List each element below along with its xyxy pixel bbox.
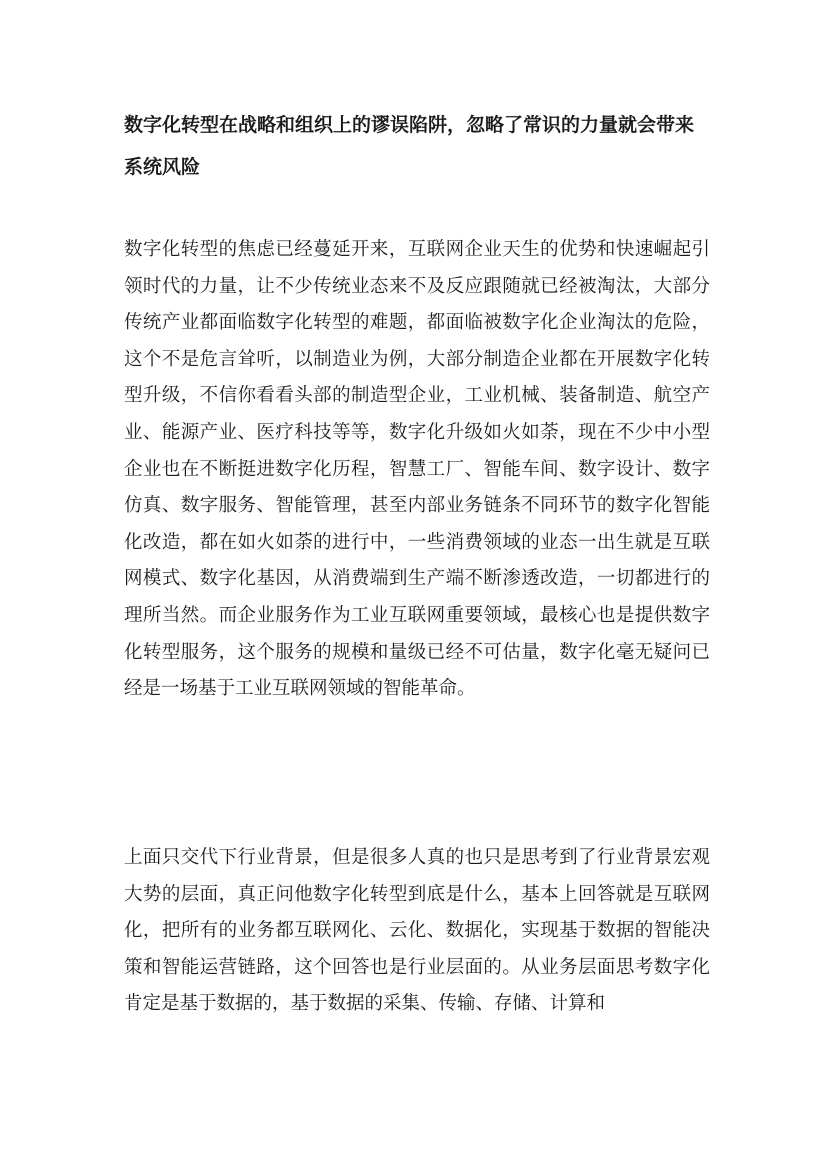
paragraph: 上面只交代下行业背景，但是很多人真的也只是思考到了行业背景宏观大势的层面，真正问他数字化转型到底是什么，基本上回答就是互联网化，把所有的业务都互联网化、云化、数据化，实现基于数据的智能决策和智能运营链路，这个回答也是行业层面的。从业务层面思考数字化肯定是基于数据的，基于数据的采集、传输、存储、计算和 — [124, 847, 710, 1015]
paragraph: 数字化转型的焦虑已经蔓延开来，互联网企业天生的优势和快速崛起引领时代的力量，让不少传统业态来不及反应跟随就已经被淘汰，大部分传统产业都面临数字化转型的难题，都面临被数字化企业淘汰的危险，这个不是危言耸听，以制造业为例，大部分制造企业都在开展数字化转型升级，不信你看看头部的制造型企业，工业机械、装备制造、航空产业、能源产业、医疗科技等等，数字化升级如火如荼，现在不少中小型企业也在不断挺进数字化历程，智慧工厂、智能车间、数字设计、数字仿真、数字服务、智能管理，甚至内部业务链条不同环节的数字化智能化改造，都在如火如荼的进行中，一些消费领域的业态一出生就是互联网模式、数字化基因，从消费端到生产端不断渗透改造，一切都进行的理所当然。而企业服务作为工业互联网重要领域，最核心也是提供数字化转型服务，这个服务的规模和量级已经不可估量，数字化毫无疑问已经是一场基于工业互联网领域的智能革命。 — [124, 239, 710, 700]
document-title: 数字化转型在战略和组织上的谬误陷阱，忽略了常识的力量就会带来系统风险 — [124, 114, 695, 178]
